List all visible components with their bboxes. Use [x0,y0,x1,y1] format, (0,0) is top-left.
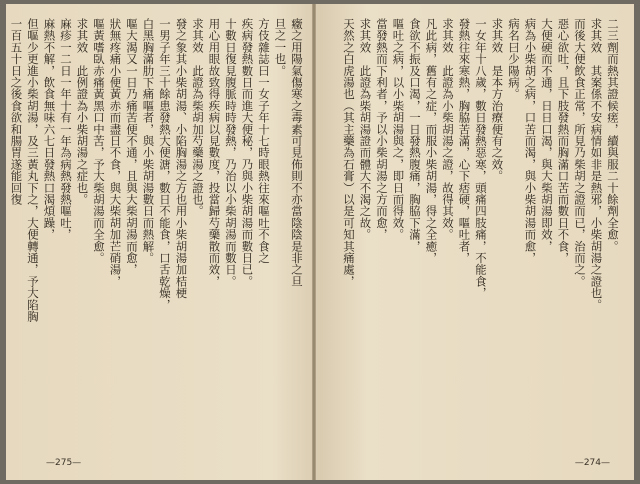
text-column: 病名曰少陽病。 [507,18,521,100]
text-column: 二三劑而熱其證候瘥，續與服二十餘劑全愈。 [606,18,620,252]
text-column: 嘔黃嗜臥赤痛黃黑口中苦，予大柴胡湯而全愈。 [92,18,106,264]
text-column: 旦之一也。 [273,18,288,77]
book-gutter [312,4,316,480]
right-page-text [334,18,620,442]
text-column: 狀無疼痛小便黃赤而盡日不食，與大柴胡加芒硝湯， [108,18,123,288]
text-column: 食欲不振及口渴，一日發熱腹痛，胸脇下滿， [408,18,422,252]
text-column: 用心用眼故致得疾病以見數度，投當歸芍藥散而效， [207,18,222,288]
text-column: 癥之用陽氣傷寒之毒素可見佈則不亦當陰陰是非之旦 [290,18,304,288]
text-column: 求其效 是本方治療便有之效。 [490,18,505,182]
text-column: 天然之白虎湯也（其主藥為石膏）以是可知其痛處， [342,18,356,288]
right-page-number: —274— [574,458,610,468]
book-spread [6,4,634,480]
text-column: 一百五十日之後食欲和腸胃遂能回復 [9,18,24,206]
left-page-number: —275— [46,458,82,468]
text-column: 白黑胸滿肋下痛嘔者，與小柴胡湯數日而熱解。 [141,18,156,264]
text-column: 十數日復見腹脈時時發熱，乃治以小柴胡湯而數日。 [224,18,238,288]
text-column: 求其效 此證為柴胡湯證而體大不渴之故。 [358,18,373,241]
text-column: 求其效 其案係不安病情如非是熱邪，小柴胡湯之證也。 [589,18,604,311]
text-column: 嘔大渴又一日乃痛苦便不通，且與大柴胡湯而愈， [125,18,139,276]
text-column: 凡此病，舊有之症，而服小柴胡湯，得之全癒， [424,18,439,264]
text-column: 方伎雜誌曰一女子年十七時眼熱往來嘔吐不食之 [257,18,271,264]
text-column: 發熱往來寒熱，胸脇苦滿，心下痞硬，嘔吐者， [457,18,472,264]
text-column: 但嘔少更進小柴胡湯，及三黃丸下之，大便轉通，予大陷胸 [26,18,40,323]
text-column: 一女年十八歲，數日發熱惡寒，頭痛四肢痛，不能食， [474,18,488,299]
text-column: 病為小柴胡之病，口苦而渴，與小柴胡湯而愈， [523,18,538,264]
text-column: 而後大便飲食正常，所見乃柴胡之證而已，治而之。 [573,18,587,288]
text-column: 惡心欲吐，且下肢發熱而胸滿口苦而數日不食， [556,18,571,264]
left-page [6,4,320,480]
text-column: 求其效 此證為柴胡加芍藥湯之證也。 [191,18,205,217]
text-column: 發之象其小柴胡湯、小陷胸湯之方也用小柴胡湯加桔梗 [174,18,189,299]
right-page [320,4,634,480]
text-column: 麻熱不解，飲食無味六七日發熱口渴煩躁， [42,18,57,241]
text-column: 麻疹一二日一年十有一年為病熱發熱嘔吐， [59,18,73,241]
text-column: 求其效 此例證為小柴胡湯之症也。 [75,18,90,206]
left-page-text [9,18,304,442]
text-column: 嘔吐之病，以小柴胡湯與之，即日而得效。 [391,18,406,241]
text-column: 一男子年三十餘患發熱大便溏，數日不能食，口舌乾燥， [158,18,172,311]
text-column: 疾病發熱數日而進大便秘，乃與小柴胡湯而數日已。 [240,18,255,288]
text-column: 大便硬而不通，日日口渴，與大柴胡湯即效， [540,18,554,252]
text-column: 當發熱而下利者，予以小柴胡湯之方而愈， [375,18,389,241]
text-column: 求其效 此證為小柴胡湯之證，故得其效。 [441,18,455,241]
